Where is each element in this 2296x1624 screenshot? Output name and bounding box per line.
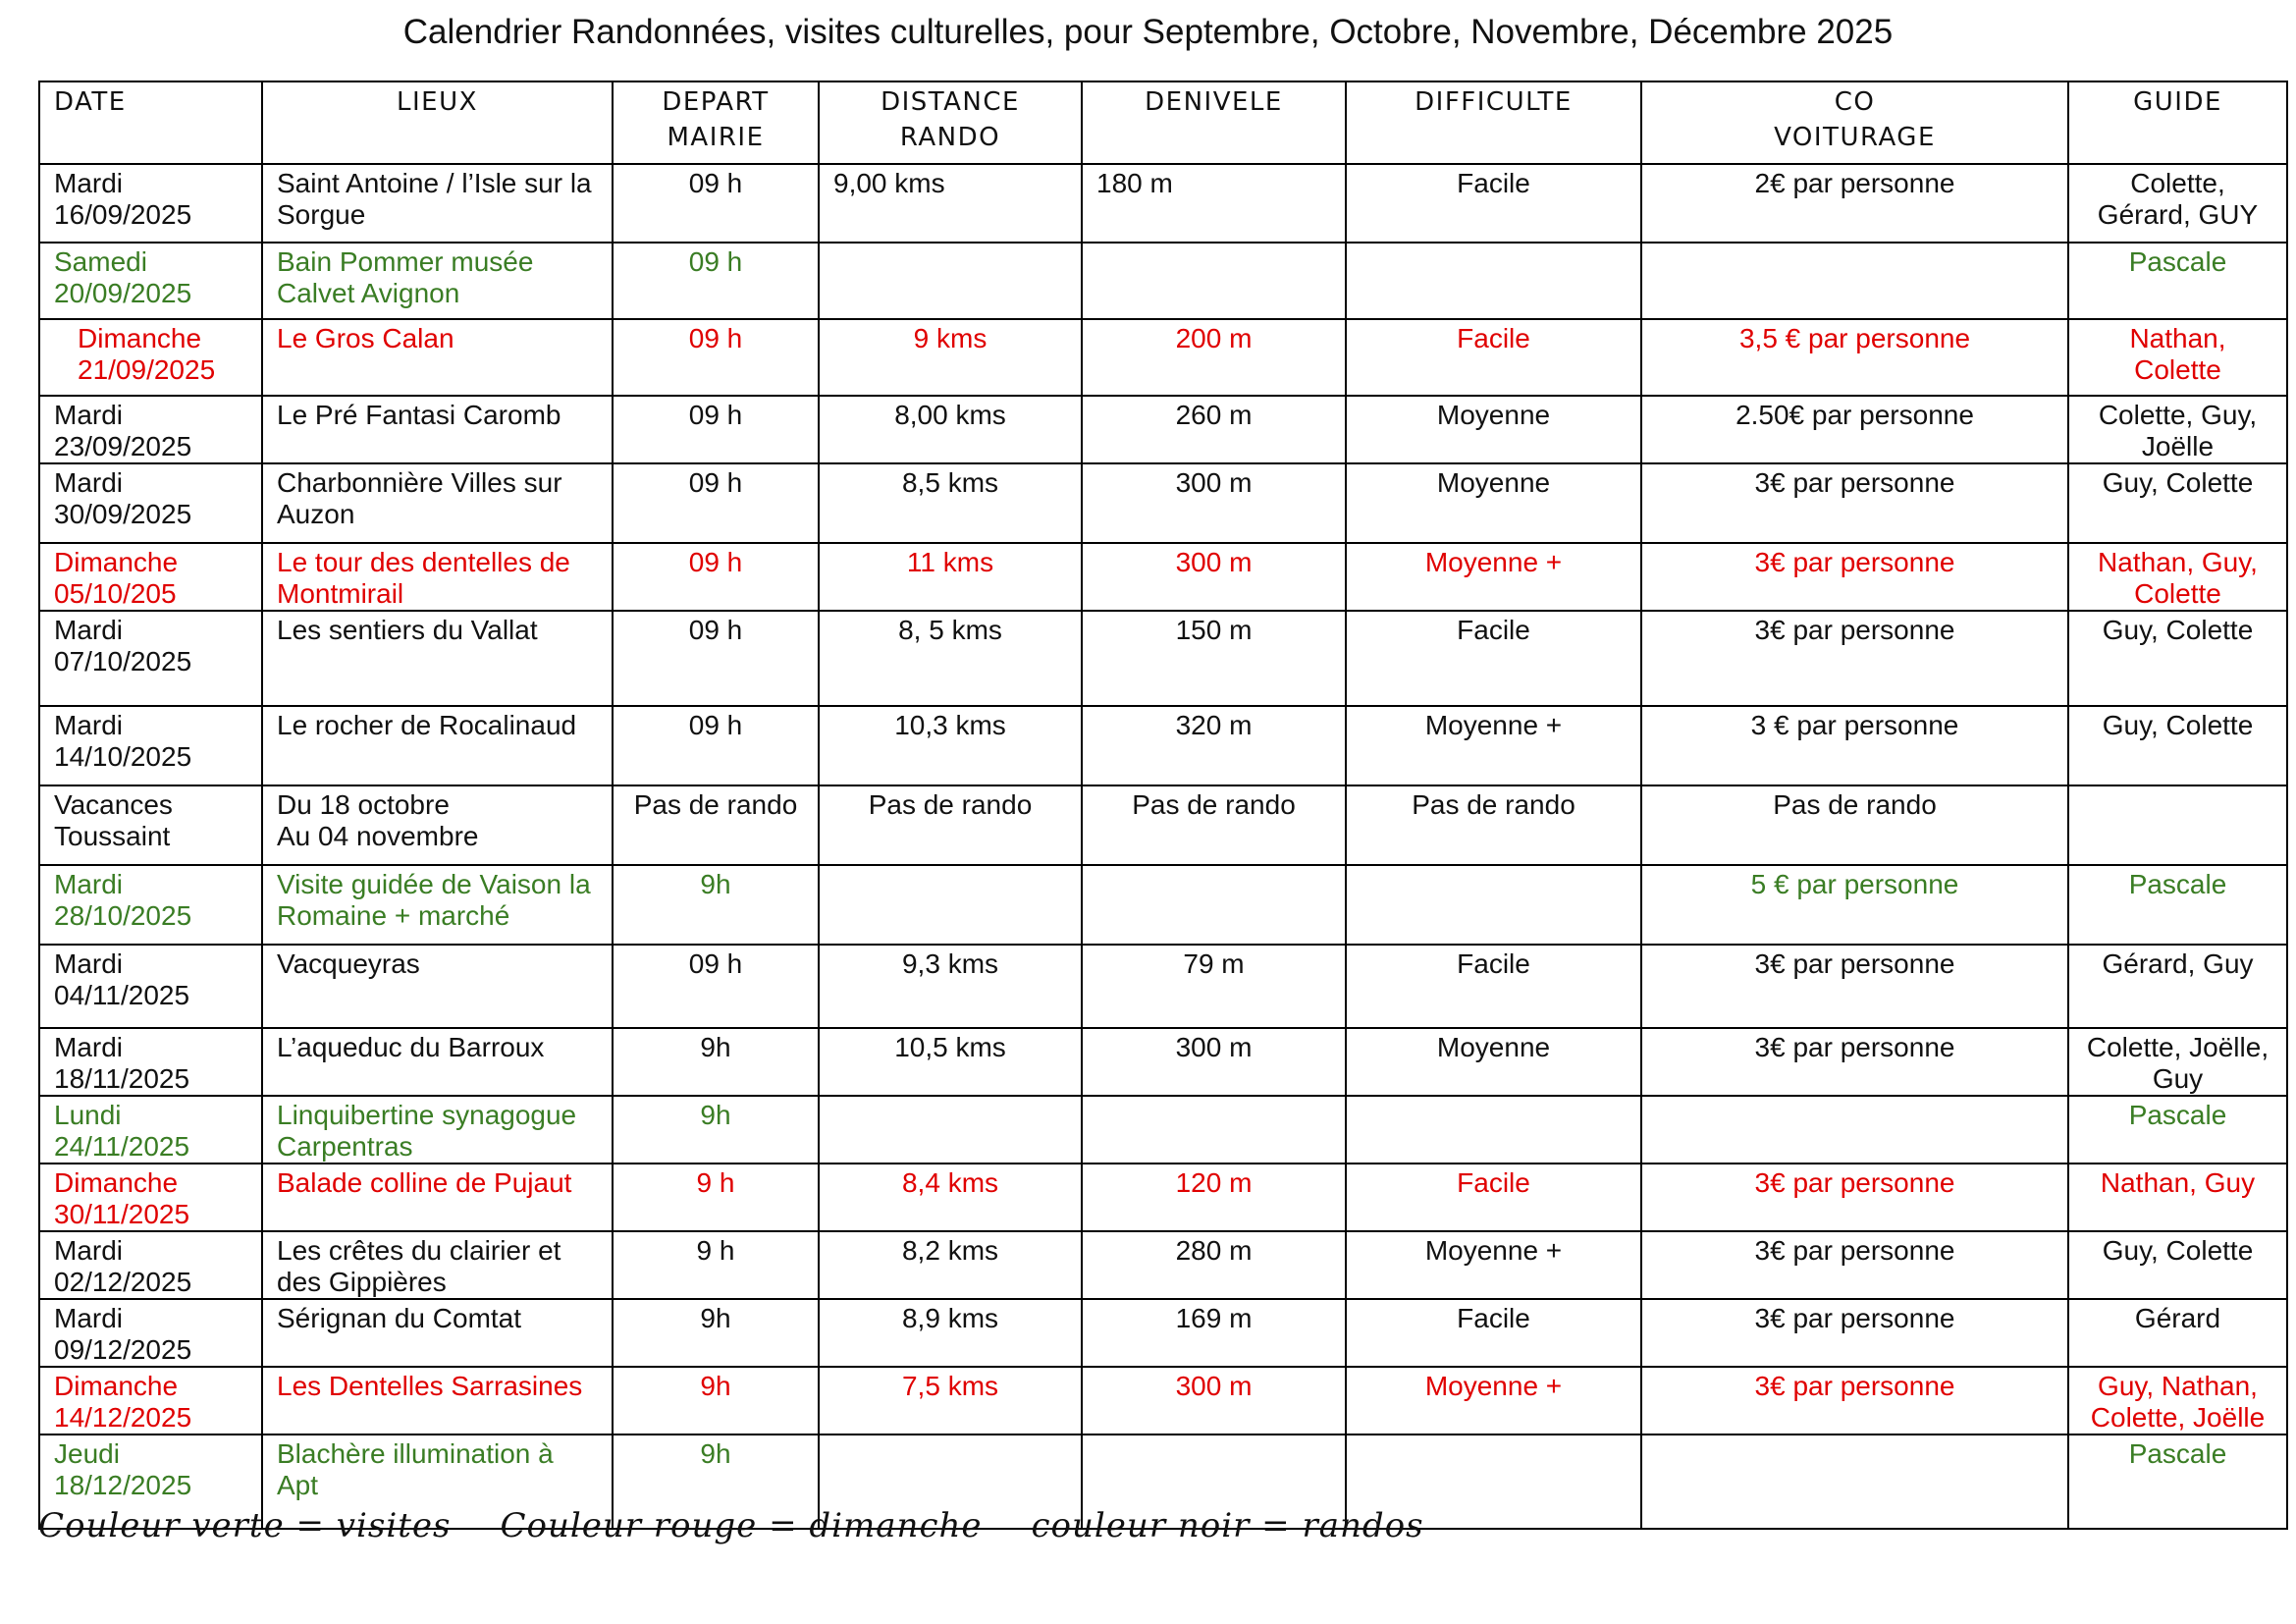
cell-covoiturage: 3,5 € par personne	[1641, 319, 2068, 396]
cell-denivele: 120 m	[1082, 1164, 1346, 1231]
cell-difficulte: Moyenne	[1346, 463, 1641, 543]
cell-covoiturage: Pas de rando	[1641, 785, 2068, 865]
table-row	[39, 319, 2287, 396]
cell-depart: 09 h	[613, 611, 819, 706]
cell-distance: 9,3 kms	[819, 945, 1082, 1028]
cell-depart: 9h	[613, 1435, 819, 1529]
cell-lieux: Visite guidée de Vaison la Romaine + marché	[262, 865, 613, 945]
cell-date: Dimanche 14/12/2025	[39, 1367, 262, 1435]
table-row	[39, 1028, 2287, 1096]
table-row	[39, 1231, 2287, 1299]
cell-difficulte	[1346, 243, 1641, 319]
cell-depart: 09 h	[613, 463, 819, 543]
cell-distance	[819, 865, 1082, 945]
cell-guide: Nathan, Guy, Colette	[2068, 543, 2287, 611]
cell-denivele: 320 m	[1082, 706, 1346, 785]
cell-guide: Guy, Colette	[2068, 611, 2287, 706]
cell-covoiturage: 3€ par personne	[1641, 611, 2068, 706]
cell-guide: Guy, Nathan, Colette, Joëlle	[2068, 1367, 2287, 1435]
cell-date: Mardi 07/10/2025	[39, 611, 262, 706]
cell-covoiturage	[1641, 1435, 2068, 1529]
cell-covoiturage: 3€ par personne	[1641, 1164, 2068, 1231]
cell-difficulte: Moyenne	[1346, 396, 1641, 463]
cell-denivele	[1082, 865, 1346, 945]
cell-date: Mardi 23/09/2025	[39, 396, 262, 463]
table-row	[39, 396, 2287, 463]
cell-distance: 8,5 kms	[819, 463, 1082, 543]
cell-difficulte: Facile	[1346, 1299, 1641, 1367]
cell-denivele: 200 m	[1082, 319, 1346, 396]
cell-depart: 9h	[613, 1096, 819, 1164]
header-distance: DISTANCE RANDO	[819, 81, 1082, 164]
cell-denivele: 300 m	[1082, 1028, 1346, 1096]
cell-lieux: Linquibertine synagogue Carpentras	[262, 1096, 613, 1164]
header-difficulte: DIFFICULTE	[1346, 81, 1641, 164]
cell-lieux: Sérignan du Comtat	[262, 1299, 613, 1367]
table-row	[39, 706, 2287, 785]
table-row	[39, 164, 2287, 243]
legend-green: Couleur verte = visites	[38, 1506, 452, 1545]
cell-lieux: Bain Pommer musée Calvet Avignon	[262, 243, 613, 319]
cell-difficulte: Facile	[1346, 1164, 1641, 1231]
cell-difficulte: Facile	[1346, 611, 1641, 706]
cell-covoiturage	[1641, 243, 2068, 319]
table-row	[39, 785, 2287, 865]
cell-distance: 8,00 kms	[819, 396, 1082, 463]
cell-difficulte: Moyenne +	[1346, 543, 1641, 611]
cell-date: Mardi 14/10/2025	[39, 706, 262, 785]
table-row	[39, 865, 2287, 945]
header-denivele: DENIVELE	[1082, 81, 1346, 164]
cell-denivele	[1082, 243, 1346, 319]
cell-date: Mardi 09/12/2025	[39, 1299, 262, 1367]
cell-date: Dimanche 30/11/2025	[39, 1164, 262, 1231]
cell-date: Samedi 20/09/2025	[39, 243, 262, 319]
cell-difficulte	[1346, 865, 1641, 945]
cell-lieux: Saint Antoine / l’Isle sur la Sorgue	[262, 164, 613, 243]
header-date: DATE	[39, 81, 262, 164]
cell-lieux: Les crêtes du clairier et des Gippières	[262, 1231, 613, 1299]
cell-lieux: L’aqueduc du Barroux	[262, 1028, 613, 1096]
cell-depart: 09 h	[613, 706, 819, 785]
cell-guide: Colette, Joëlle, Guy	[2068, 1028, 2287, 1096]
cell-lieux: Le tour des dentelles de Montmirail	[262, 543, 613, 611]
cell-guide: Colette, Guy, Joëlle	[2068, 396, 2287, 463]
table-row	[39, 463, 2287, 543]
cell-denivele: 260 m	[1082, 396, 1346, 463]
cell-denivele: 300 m	[1082, 463, 1346, 543]
cell-date: Mardi 02/12/2025	[39, 1231, 262, 1299]
cell-distance: 11 kms	[819, 543, 1082, 611]
cell-distance	[819, 243, 1082, 319]
cell-depart: 09 h	[613, 243, 819, 319]
cell-date: Vacances Toussaint	[39, 785, 262, 865]
cell-distance: 9 kms	[819, 319, 1082, 396]
cell-distance: Pas de rando	[819, 785, 1082, 865]
cell-difficulte: Moyenne	[1346, 1028, 1641, 1096]
cell-denivele: 169 m	[1082, 1299, 1346, 1367]
color-legend	[38, 1506, 1473, 1545]
table-row	[39, 1164, 2287, 1231]
header-depart: DEPART MAIRIE	[613, 81, 819, 164]
cell-depart: 9h	[613, 1367, 819, 1435]
header-lieux: LIEUX	[262, 81, 613, 164]
legend-black: couleur noir = randos	[1031, 1506, 1424, 1545]
cell-date: Lundi 24/11/2025	[39, 1096, 262, 1164]
cell-distance: 10,5 kms	[819, 1028, 1082, 1096]
cell-lieux: Charbonnière Villes sur Auzon	[262, 463, 613, 543]
cell-lieux: Les sentiers du Vallat	[262, 611, 613, 706]
cell-guide: Gérard, Guy	[2068, 945, 2287, 1028]
cell-guide: Pascale	[2068, 1096, 2287, 1164]
cell-covoiturage: 3 € par personne	[1641, 706, 2068, 785]
cell-covoiturage: 5 € par personne	[1641, 865, 2068, 945]
cell-date: Dimanche 21/09/2025	[39, 319, 262, 396]
cell-denivele	[1082, 1096, 1346, 1164]
cell-difficulte: Moyenne +	[1346, 706, 1641, 785]
cell-distance: 8,2 kms	[819, 1231, 1082, 1299]
cell-distance: 8,4 kms	[819, 1164, 1082, 1231]
cell-depart: 9h	[613, 1028, 819, 1096]
cell-covoiturage: 2.50€ par personne	[1641, 396, 2068, 463]
cell-distance: 9,00 kms	[819, 164, 1082, 243]
cell-guide: Colette, Gérard, GUY	[2068, 164, 2287, 243]
header-row	[39, 81, 2287, 164]
cell-guide: Pascale	[2068, 243, 2287, 319]
cell-distance: 10,3 kms	[819, 706, 1082, 785]
cell-difficulte: Pas de rando	[1346, 785, 1641, 865]
cell-covoiturage: 3€ par personne	[1641, 1299, 2068, 1367]
cell-depart: 9 h	[613, 1231, 819, 1299]
cell-covoiturage: 3€ par personne	[1641, 543, 2068, 611]
cell-distance: 8,9 kms	[819, 1299, 1082, 1367]
table-row	[39, 1367, 2287, 1435]
table-row	[39, 945, 2287, 1028]
cell-covoiturage: 2€ par personne	[1641, 164, 2068, 243]
cell-covoiturage: 3€ par personne	[1641, 1028, 2068, 1096]
cell-date: Jeudi 18/12/2025	[39, 1435, 262, 1529]
cell-lieux: Le Gros Calan	[262, 319, 613, 396]
cell-date: Mardi 18/11/2025	[39, 1028, 262, 1096]
header-covoiturage: CO VOITURAGE	[1641, 81, 2068, 164]
cell-guide: Nathan, Colette	[2068, 319, 2287, 396]
cell-denivele: 300 m	[1082, 543, 1346, 611]
cell-date: Mardi 16/09/2025	[39, 164, 262, 243]
cell-date: Mardi 28/10/2025	[39, 865, 262, 945]
cell-covoiturage: 3€ par personne	[1641, 1367, 2068, 1435]
cell-guide	[2068, 785, 2287, 865]
cell-difficulte: Moyenne +	[1346, 1231, 1641, 1299]
cell-denivele: 79 m	[1082, 945, 1346, 1028]
table-row	[39, 543, 2287, 611]
cell-denivele: 300 m	[1082, 1367, 1346, 1435]
cell-depart: 09 h	[613, 164, 819, 243]
cell-depart: 09 h	[613, 319, 819, 396]
cell-depart: 09 h	[613, 396, 819, 463]
table-row	[39, 1299, 2287, 1367]
cell-denivele: 180 m	[1082, 164, 1346, 243]
cell-distance	[819, 1096, 1082, 1164]
cell-covoiturage	[1641, 1096, 2068, 1164]
cell-lieux: Balade colline de Pujaut	[262, 1164, 613, 1231]
cell-difficulte: Facile	[1346, 319, 1641, 396]
table-row	[39, 611, 2287, 706]
cell-distance: 8, 5 kms	[819, 611, 1082, 706]
cell-lieux: Les Dentelles Sarrasines	[262, 1367, 613, 1435]
cell-guide: Guy, Colette	[2068, 706, 2287, 785]
cell-lieux: Le Pré Fantasi Caromb	[262, 396, 613, 463]
table-row	[39, 1096, 2287, 1164]
cell-denivele: 150 m	[1082, 611, 1346, 706]
cell-difficulte: Facile	[1346, 945, 1641, 1028]
header-guide: GUIDE	[2068, 81, 2287, 164]
cell-covoiturage: 3€ par personne	[1641, 1231, 2068, 1299]
cell-lieux: Vacqueyras	[262, 945, 613, 1028]
cell-depart: 9 h	[613, 1164, 819, 1231]
cell-lieux: Blachère illumination à Apt	[262, 1435, 613, 1529]
cell-difficulte: Moyenne +	[1346, 1367, 1641, 1435]
table-row	[39, 243, 2287, 319]
cell-depart: 09 h	[613, 543, 819, 611]
cell-guide: Guy, Colette	[2068, 1231, 2287, 1299]
cell-date: Mardi 30/09/2025	[39, 463, 262, 543]
cell-denivele: Pas de rando	[1082, 785, 1346, 865]
cell-date: Dimanche 05/10/205	[39, 543, 262, 611]
cell-difficulte: Facile	[1346, 164, 1641, 243]
cell-guide: Gérard	[2068, 1299, 2287, 1367]
cell-depart: 09 h	[613, 945, 819, 1028]
cell-depart: 9h	[613, 865, 819, 945]
cell-guide: Guy, Colette	[2068, 463, 2287, 543]
cell-depart: Pas de rando	[613, 785, 819, 865]
calendar-table	[38, 81, 2288, 1530]
cell-guide: Pascale	[2068, 865, 2287, 945]
cell-lieux: Du 18 octobre Au 04 novembre	[262, 785, 613, 865]
document-title: Calendrier Randonnées, visites culturelles, pour Septembre, Octobre, Novembre, Décembre 2025	[402, 13, 1894, 51]
cell-distance: 7,5 kms	[819, 1367, 1082, 1435]
cell-lieux: Le rocher de Rocalinaud	[262, 706, 613, 785]
cell-date: Mardi 04/11/2025	[39, 945, 262, 1028]
legend-red: Couleur rouge = dimanche	[500, 1506, 983, 1545]
cell-difficulte	[1346, 1096, 1641, 1164]
cell-guide: Nathan, Guy	[2068, 1164, 2287, 1231]
cell-depart: 9h	[613, 1299, 819, 1367]
cell-guide: Pascale	[2068, 1435, 2287, 1529]
cell-covoiturage: 3€ par personne	[1641, 945, 2068, 1028]
cell-denivele: 280 m	[1082, 1231, 1346, 1299]
cell-covoiturage: 3€ par personne	[1641, 463, 2068, 543]
calendar-body	[39, 164, 2287, 1529]
